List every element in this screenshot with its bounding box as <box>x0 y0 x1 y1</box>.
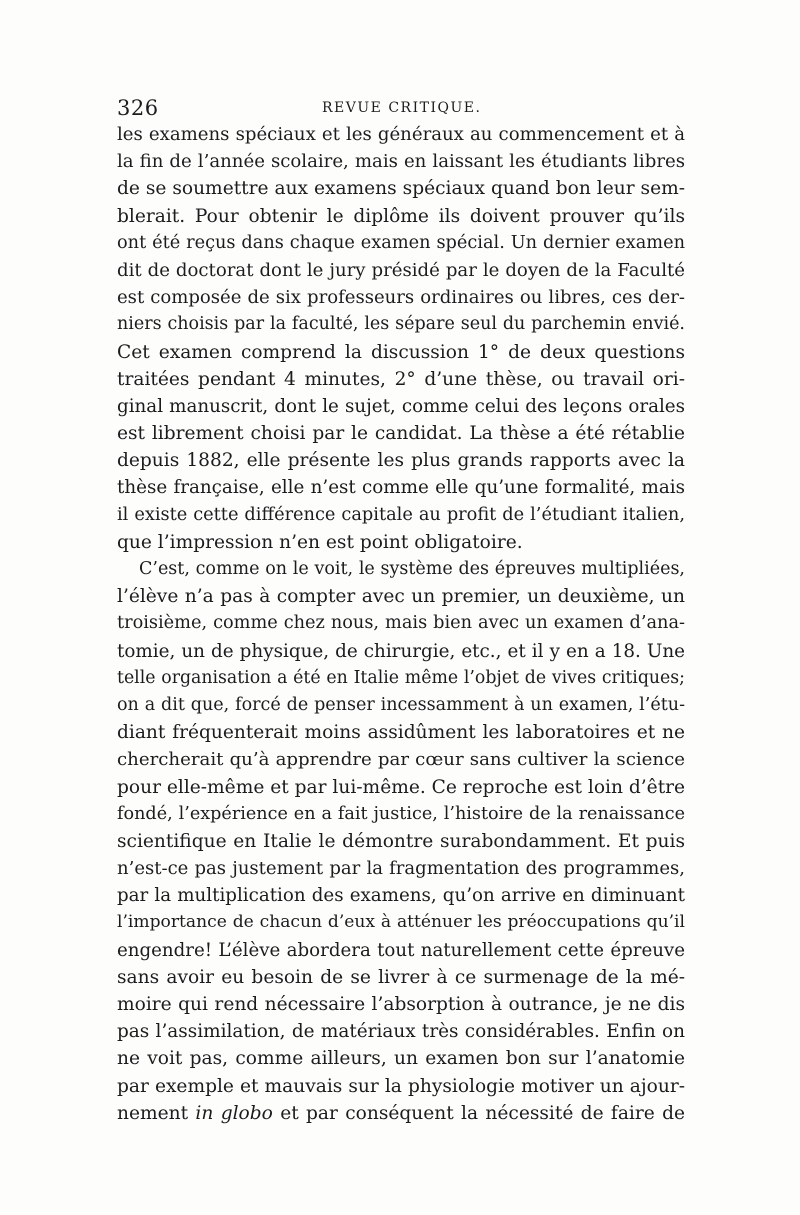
text-line: pas l’assimilation, de matériaux très considérables. Enfin on <box>117 1021 685 1043</box>
text-line: n’est-ce pas justement par la fragmentation des programmes, <box>117 858 685 880</box>
text-line: niers choisis par la faculté, les sépare seul du parchemin envié. <box>117 314 685 335</box>
final-text-line <box>117 1100 685 1127</box>
text-line: est librement choisi par le candidat. La thèse a été rétablie <box>117 423 685 445</box>
text-line: pour elle-même et par lui-même. Ce reproche est loin d’être <box>117 776 686 798</box>
running-head: REVUE CRITIQUE. <box>322 100 482 116</box>
text-line: thèse française, elle n’est comme elle qu’une formalité, mais <box>117 477 685 499</box>
text-line: est composée de six professeurs ordinaires ou libres, ces der- <box>117 287 685 309</box>
text-line: scientifique en Italie le démontre surabondamment. Et puis <box>117 830 685 852</box>
text-line: on a dit que, forcé de penser incessamment à un examen, l’étu- <box>117 694 685 715</box>
page-number: 326 <box>117 96 159 120</box>
text-line: l’importance de chacun d’eux à atténuer les préoccupations qu’il <box>117 912 685 933</box>
text-line: par la multiplication des examens, qu’on arrive en diminuant <box>117 885 685 907</box>
text-line: ont été reçus dans chaque examen spécial. Un dernier examen <box>117 232 685 253</box>
text-line: les examens spéciaux et les généraux au commencement et à <box>117 124 685 145</box>
final-line-start: nement <box>117 1102 189 1124</box>
text-line: telle organisation a été en Italie même l’objet de vives critiques; <box>117 667 685 688</box>
text-line: tomie, un de physique, de chirurgie, etc., et il y en a 18. Une <box>117 640 685 662</box>
text-line: fondé, l’expérience en a fait justice, l’histoire de la renaissance <box>117 803 685 824</box>
text-line: de se soumettre aux examens spéciaux quand bon leur sem- <box>117 178 685 200</box>
text-line: sans avoir eu besoin de se livrer à ce surmenage de la mé- <box>117 966 685 988</box>
text-line: troisième, comme chez nous, mais bien avec un examen d’ana- <box>117 613 685 634</box>
text-line: par exemple et mauvais sur la physiologie motiver un ajour- <box>117 1075 685 1097</box>
text-line: traitées pendant 4 minutes, 2° d’une thèse, ou travail ori- <box>117 368 685 390</box>
paragraph-start-line: C’est, comme on le voit, le système des épreuves multipliées, <box>139 559 685 579</box>
text-line: la fin de l’année scolaire, mais en laissant les étudiants libres <box>117 151 685 173</box>
final-line-end: et par conséquent la nécessité de faire de <box>280 1102 685 1124</box>
text-line: Cet examen comprend la discussion 1° de deux questions <box>117 341 685 363</box>
text-line: blerait. Pour obtenir le diplôme ils doivent prouver qu’ils <box>117 205 685 227</box>
text-line: dit de doctorat dont le jury présidé par le doyen de la Faculté <box>117 259 685 281</box>
paragraph-end-line: que l’impression n’en est point obligatoire. <box>117 531 523 553</box>
italic-phrase: in globo <box>195 1102 273 1124</box>
text-line: depuis 1882, elle présente les plus grands rapports avec la <box>117 450 685 472</box>
text-line: diant fréquenterait moins assidûment les laboratoires et ne <box>117 722 685 744</box>
text-line: l’élève n’a pas à compter avec un premier, un deuxième, un <box>117 586 685 608</box>
body-text <box>117 121 685 1127</box>
page-header <box>117 96 687 122</box>
text-line: chercherait qu’à apprendre par cœur sans cultiver la science <box>117 749 685 771</box>
text-line: moire qui rend nécessaire l’absorption à outrance, je ne dis <box>117 994 685 1015</box>
text-line: ne voit pas, comme ailleurs, un examen bon sur l’anatomie <box>117 1048 685 1070</box>
text-line: il existe cette différence capitale au profit de l’étudiant italien, <box>117 504 685 525</box>
text-line: engendre! L’élève abordera tout naturellement cette épreuve <box>117 939 685 961</box>
text-line: ginal manuscrit, dont le sujet, comme celui des leçons orales <box>117 395 685 417</box>
